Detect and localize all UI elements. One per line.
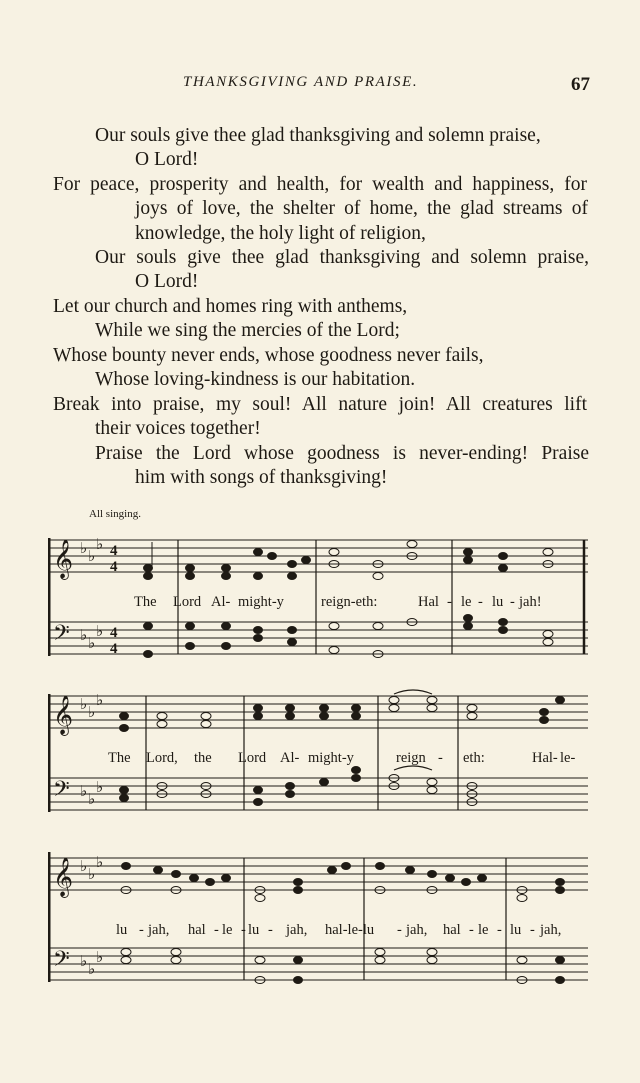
verse-line: him with songs of thanksgiving!	[135, 467, 388, 488]
svg-text:♭: ♭	[80, 954, 88, 970]
staff-system-3	[48, 842, 591, 992]
lyric: reign-eth:	[321, 594, 378, 610]
svg-text:♭: ♭	[96, 624, 104, 640]
treble-clef-icon: 𝄞	[53, 859, 74, 896]
svg-text:♭: ♭	[80, 541, 88, 557]
treble-clef-icon: 𝄞	[53, 541, 74, 578]
lyric: might-y	[238, 594, 284, 610]
verse-line: Our souls give thee glad thanksgiving and solemn praise,	[95, 125, 541, 146]
svg-text:4: 4	[110, 641, 118, 657]
lyric: jah,	[406, 922, 428, 938]
bass-notes	[121, 949, 565, 984]
verse-line: joys of love, the shelter of home, the glad streams of	[135, 198, 588, 219]
lyric: hal	[188, 922, 206, 938]
lyric: -	[438, 750, 443, 766]
music-system-2	[48, 684, 591, 824]
svg-text:♭: ♭	[88, 549, 96, 565]
verse-line: Whose loving-kindness is our habitation.	[95, 369, 416, 390]
treble-notes	[144, 541, 554, 580]
bass-clef-icon: 𝄢	[53, 777, 70, 806]
verse-line: their voices together!	[95, 418, 261, 439]
lyric: le-	[560, 750, 576, 766]
verse-line: Our souls give thee glad thanksgiving and solemn praise,	[95, 247, 589, 268]
lyric: -	[139, 922, 144, 938]
lyric: -	[447, 594, 452, 610]
key-signature-icon	[80, 693, 103, 808]
music-system-3	[48, 842, 591, 992]
music-system-1	[48, 528, 591, 668]
lyric: lu	[248, 922, 260, 938]
lyric: -	[530, 922, 535, 938]
lyric: jah!	[519, 594, 542, 610]
svg-text:♭: ♭	[80, 628, 88, 644]
svg-text:♭: ♭	[88, 867, 96, 883]
performance-direction: All singing.	[89, 508, 141, 520]
lyric: jah,	[148, 922, 170, 938]
svg-text:♭: ♭	[88, 792, 96, 808]
verse-line: Let our church and homes ring with anthems,	[53, 296, 408, 317]
svg-text:4: 4	[110, 543, 118, 559]
lyric: jah,	[540, 922, 562, 938]
lyric: -	[214, 922, 219, 938]
lyric: -	[241, 922, 246, 938]
lyric: hal	[443, 922, 461, 938]
treble-clef-icon: 𝄞	[53, 697, 74, 734]
svg-text:♭: ♭	[80, 697, 88, 713]
lyric: lu	[116, 922, 128, 938]
verse-line: O Lord!	[135, 149, 199, 170]
lyric: Al-	[211, 594, 231, 610]
lyric: le	[461, 594, 472, 610]
svg-text:♭: ♭	[80, 784, 88, 800]
verse-line: Break into praise, my soul! All nature join! All creatures lift	[53, 394, 587, 415]
verse-line: For peace, prosperity and health, for wealth and happiness, for	[53, 174, 587, 195]
verse-line: O Lord!	[135, 271, 199, 292]
lyric: Lord	[173, 594, 202, 610]
lyric: le	[478, 922, 489, 938]
lyric: lu	[510, 922, 522, 938]
lyric: -	[510, 594, 515, 610]
page-header	[0, 74, 640, 100]
page-number: 67	[571, 74, 590, 95]
lyric: Hal-	[532, 750, 558, 766]
lyric: -	[497, 922, 502, 938]
svg-text:4: 4	[110, 625, 118, 641]
lyric: reign	[396, 750, 426, 766]
verse-line: Praise the Lord whose goodness is never-ending! Praise	[95, 443, 589, 464]
svg-text:♭: ♭	[96, 537, 104, 553]
lyric: Lord,	[146, 750, 178, 766]
svg-text:♭: ♭	[88, 962, 96, 978]
time-signature	[110, 543, 118, 657]
svg-text:♭: ♭	[96, 780, 104, 796]
lyric: Hal	[418, 594, 439, 610]
lyric: -	[478, 594, 483, 610]
lyric: -	[268, 922, 273, 938]
svg-text:♭: ♭	[96, 693, 104, 709]
verse-line: knowledge, the holy light of religion,	[135, 223, 426, 244]
lyric: -	[469, 922, 474, 938]
lyric: The	[134, 594, 157, 610]
verse-line: While we sing the mercies of the Lord;	[95, 320, 400, 341]
lyric: le	[222, 922, 233, 938]
svg-text:♭: ♭	[88, 636, 96, 652]
lyric: the	[194, 750, 212, 766]
lyric: lu	[492, 594, 504, 610]
bass-clef-icon: 𝄢	[53, 621, 70, 650]
lyric: jah,	[286, 922, 308, 938]
lyric: hal-le-lu	[325, 922, 375, 938]
svg-text:♭: ♭	[96, 950, 104, 966]
svg-text:♭: ♭	[88, 705, 96, 721]
svg-text:♭: ♭	[96, 855, 104, 871]
key-signature-icon	[80, 537, 103, 652]
key-signature-icon	[80, 855, 103, 978]
bass-notes	[144, 615, 554, 658]
running-title: THANKSGIVING AND PRAISE.	[183, 74, 419, 90]
lyric: -	[397, 922, 402, 938]
lyric: Al-	[280, 750, 300, 766]
lyric: eth:	[463, 750, 485, 766]
lyric: might-y	[308, 750, 354, 766]
verse-line: Whose bounty never ends, whose goodness never fails,	[53, 345, 484, 366]
bass-clef-icon: 𝄢	[53, 947, 70, 976]
lyric: The	[108, 750, 131, 766]
svg-text:♭: ♭	[80, 859, 88, 875]
lyric: Lord	[238, 750, 267, 766]
svg-text:4: 4	[110, 559, 118, 575]
